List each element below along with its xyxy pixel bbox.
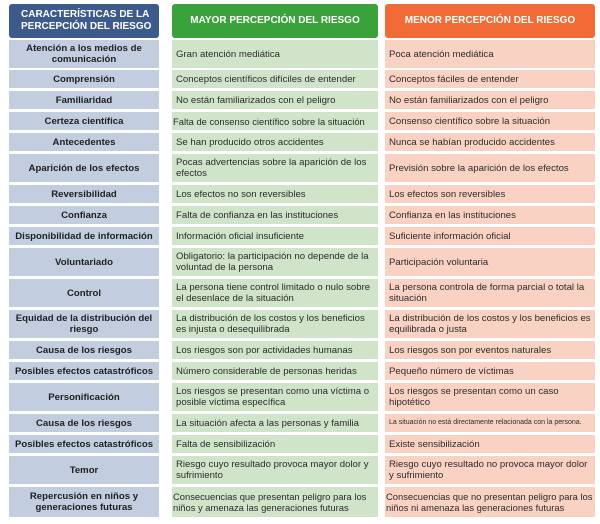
header-characteristics: CARACTERÍSTICAS DE LA PERCEPCIÓN DEL RIESGO xyxy=(9,4,159,38)
lower-perception-cell: Existe sensibilización xyxy=(385,435,595,453)
higher-perception-cell: Los riesgos se presentan como una víctima o posible víctima específica xyxy=(172,383,378,411)
lower-perception-cell: Nunca se habían producido accidentes xyxy=(385,133,595,151)
lower-perception-cell: Pequeño número de víctimas xyxy=(385,362,595,380)
higher-perception-cell: Riesgo cuyo resultado provoca mayor dolor y sufrimiento xyxy=(172,456,378,484)
lower-perception-cell: Consecuencias que no presentan peligro para los niños ni amenaza las generaciones futuras xyxy=(385,487,595,517)
lower-perception-cell: Previsión sobre la aparición de los efectos xyxy=(385,154,595,182)
lower-perception-cell: La situación no está directamente relacionada con la persona. xyxy=(385,414,595,432)
table-row xyxy=(0,154,600,182)
table-row xyxy=(0,206,600,224)
lower-perception-cell: Los efectos son reversibles xyxy=(385,185,595,203)
higher-perception-cell: La persona tiene control limitado o nulo sobre el desenlace de la situación xyxy=(172,279,378,307)
table-row xyxy=(0,112,600,130)
characteristic-cell: Disponibilidad de información xyxy=(9,227,159,245)
characteristic-cell: Equidad de la distribución del riesgo xyxy=(9,310,159,338)
lower-perception-cell: La persona controla de forma parcial o total la situación xyxy=(385,279,595,307)
characteristic-cell: Posibles efectos catastróficos xyxy=(9,435,159,453)
table-row xyxy=(0,91,600,109)
table-row xyxy=(0,383,600,411)
characteristic-cell: Certeza científica xyxy=(9,112,159,130)
characteristic-cell: Causa de los riesgos xyxy=(9,341,159,359)
higher-perception-cell: Se han producido otros accidentes xyxy=(172,133,378,151)
higher-perception-cell: Falta de sensibilización xyxy=(172,435,378,453)
higher-perception-cell: Información oficial insuficiente xyxy=(172,227,378,245)
characteristic-cell: Temor xyxy=(9,456,159,484)
characteristic-cell: Aparición de los efectos xyxy=(9,154,159,182)
lower-perception-cell: Consenso científico sobre la situación xyxy=(385,112,595,130)
characteristic-cell: Antecedentes xyxy=(9,133,159,151)
characteristic-cell: Comprensión xyxy=(9,70,159,88)
higher-perception-cell: Falta de consenso científico sobre la situación xyxy=(172,112,378,130)
higher-perception-cell: Falta de confianza en las instituciones xyxy=(172,206,378,224)
higher-perception-cell: Obligatorio: la participación no depende de la voluntad de la persona xyxy=(172,248,378,276)
header-higher-perception: MAYOR PERCEPCIÓN DEL RIESGO xyxy=(172,4,378,38)
table-row xyxy=(0,362,600,380)
characteristic-cell: Repercusión en niños y generaciones futuras xyxy=(9,487,159,517)
higher-perception-cell: Los riesgos son por actividades humanas xyxy=(172,341,378,359)
table-row xyxy=(0,227,600,245)
lower-perception-cell: Suficiente información oficial xyxy=(385,227,595,245)
table-row xyxy=(0,248,600,276)
lower-perception-cell: Participación voluntaria xyxy=(385,248,595,276)
lower-perception-cell: Confianza en las instituciones xyxy=(385,206,595,224)
table-row xyxy=(0,70,600,88)
higher-perception-cell: La situación afecta a las personas y familia xyxy=(172,414,378,432)
characteristic-cell: Familiaridad xyxy=(9,91,159,109)
lower-perception-cell: No están familiarizados con el peligro xyxy=(385,91,595,109)
higher-perception-cell: Gran atención mediática xyxy=(172,40,378,68)
table-row xyxy=(0,133,600,151)
characteristic-cell: Atención a los medios de comunicación xyxy=(9,40,159,68)
higher-perception-cell: Número considerable de personas heridas xyxy=(172,362,378,380)
table-row xyxy=(0,435,600,453)
lower-perception-cell: Los riesgos son por eventos naturales xyxy=(385,341,595,359)
header-lower-perception: MENOR PERCEPCIÓN DEL RIESGO xyxy=(385,4,595,38)
table-row xyxy=(0,40,600,68)
lower-perception-cell: Poca atención mediática xyxy=(385,40,595,68)
characteristic-cell: Control xyxy=(9,279,159,307)
table-row xyxy=(0,310,600,338)
table-row xyxy=(0,487,600,517)
table-row xyxy=(0,185,600,203)
table-row xyxy=(0,414,600,432)
higher-perception-cell: La distribución de los costos y los beneficios es injusta o desequilibrada xyxy=(172,310,378,338)
characteristic-cell: Confianza xyxy=(9,206,159,224)
lower-perception-cell: Los riesgos se presentan como un caso hipotético xyxy=(385,383,595,411)
table-row xyxy=(0,341,600,359)
table-row xyxy=(0,279,600,307)
higher-perception-cell: Consecuencias que presentan peligro para los niños y amenaza las generaciones futuras xyxy=(172,487,378,517)
higher-perception-cell: Pocas advertencias sobre la aparición de los efectos xyxy=(172,154,378,182)
higher-perception-cell: Conceptos científicos difíciles de entender xyxy=(172,70,378,88)
table-row xyxy=(0,456,600,484)
lower-perception-cell: Conceptos fáciles de entender xyxy=(385,70,595,88)
characteristic-cell: Causa de los riesgos xyxy=(9,414,159,432)
characteristic-cell: Posibles efectos catastróficos xyxy=(9,362,159,380)
characteristic-cell: Voluntariado xyxy=(9,248,159,276)
lower-perception-cell: Riesgo cuyo resultado no provoca mayor dolor y sufrimiento xyxy=(385,456,595,484)
characteristic-cell: Personificación xyxy=(9,383,159,411)
higher-perception-cell: No están familiarizados con el peligro xyxy=(172,91,378,109)
higher-perception-cell: Los efectos no son reversibles xyxy=(172,185,378,203)
lower-perception-cell: La distribución de los costos y los beneficios es equilibrada o justa xyxy=(385,310,595,338)
characteristic-cell: Reversibilidad xyxy=(9,185,159,203)
